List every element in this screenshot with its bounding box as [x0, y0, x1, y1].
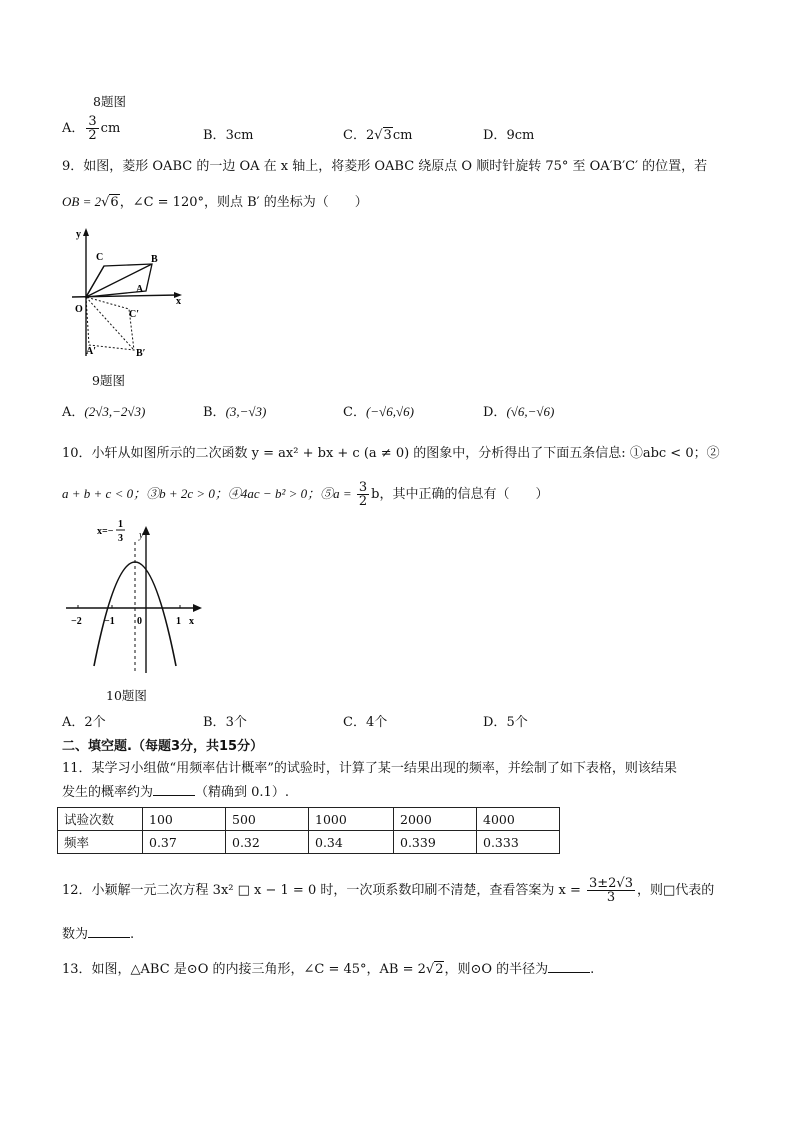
- table-cell: 0.37: [143, 831, 226, 854]
- q10-label-m2: −2: [71, 616, 82, 627]
- table-row: [58, 831, 560, 854]
- q12-stem-line1: 12．小颖解一元二次方程 3x² □ x − 1 = 0 时，一次项系数印刷不清楚，查看答案为 x = $\frac{3\pm 2√3}{3}$ ，则□代表的: [62, 876, 715, 905]
- q9-y-arrow: [83, 228, 89, 236]
- q9-label-c-prime: C′: [129, 309, 140, 320]
- q10-label-x: x: [189, 616, 194, 627]
- q9-caption: 9题图: [92, 373, 125, 388]
- q10-axis-frac-den: 3: [118, 533, 123, 544]
- q9-stem-line2: OB = 2√6，∠C = 120°，则点 B′ 的坐标为（ ）: [62, 194, 368, 210]
- q9-option-c: C．(−√6,√6): [343, 404, 414, 420]
- q10-option-c: C．4个: [343, 715, 388, 730]
- q11-stem-line2: 发生的概率约为 （精确到 0.1）.: [62, 785, 289, 800]
- q11-frequency-table: [57, 807, 560, 854]
- q12-stem-line2: 数为 .: [62, 927, 135, 942]
- q10-label-m1: −1: [104, 616, 115, 627]
- q10-stem-line1: 10．小轩从如图所示的二次函数 y = ax² + bx + c (a ≠ 0) 的图象中，分析得出了下面五条信息: ①abc < 0；②: [62, 446, 720, 461]
- table-cell: 频率: [58, 831, 143, 854]
- q10-x-arrow: [193, 604, 202, 612]
- q10-label-y: y: [139, 530, 144, 541]
- q9-label-y: y: [76, 229, 81, 240]
- q8-caption: 8题图: [93, 94, 126, 109]
- q9-stem-line1: 9．如图，菱形 OABC 的一边 OA 在 x 轴上，将菱形 OABC 绕原点 O 顺时针旋转 75° 至 OA′B′C′ 的位置，若: [62, 159, 708, 174]
- table-cell: 0.32: [226, 831, 309, 854]
- table-cell: 0.34: [309, 831, 394, 854]
- q10-caption: 10题图: [106, 688, 147, 703]
- q9-figure: [62, 226, 192, 362]
- q9-diagonal-ob2: [86, 297, 134, 350]
- q10-figure: [62, 518, 212, 678]
- q8-option-c: C．2√3cm: [343, 128, 413, 143]
- q9-label-a-prime: A′: [86, 346, 97, 357]
- q8-option-a: A． $\frac{3}{2}$ cm: [62, 114, 121, 143]
- q9-option-b: B．(3,−√3): [203, 404, 267, 420]
- table-row: [58, 808, 560, 831]
- table-cell: 100: [143, 808, 226, 831]
- q11-answer-blank: [153, 783, 195, 796]
- q10-label-zero: 0: [137, 616, 142, 627]
- q10-axis-eq-left: x=−: [97, 526, 114, 537]
- q13-stem: 13．如图，△ABC 是⊙O 的内接三角形，∠C = 45°，AB = 2√2，则⊙O 的半径为 .: [62, 962, 595, 977]
- table-cell: 2000: [394, 808, 477, 831]
- q10-stem-line2: a + b + c < 0；③b + 2c > 0；④4ac − b² > 0；⑤a = $\frac{3}{2}$ b，其中正确的信息有（ ）: [62, 480, 549, 509]
- q9-label-x: x: [176, 296, 181, 307]
- q10-option-d: D．5个: [483, 715, 528, 730]
- q13-answer-blank: [548, 960, 590, 973]
- table-cell: 4000: [477, 808, 560, 831]
- q10-option-b: B．3个: [203, 715, 247, 730]
- q9-label-o: O: [75, 304, 83, 315]
- q9-option-d: D．(√6,−√6): [483, 404, 555, 420]
- q9-label-b-prime: B′: [136, 348, 146, 359]
- table-cell: 500: [226, 808, 309, 831]
- section-title-fill-in: 二、填空题.（每题3分，共15分）: [62, 739, 264, 754]
- q10-axis-frac-num: 1: [118, 519, 123, 530]
- q10-label-one: 1: [176, 616, 181, 627]
- q8-option-d: D．9cm: [483, 128, 535, 143]
- q9-label-a: A: [136, 284, 144, 295]
- q12-answer-blank: [88, 925, 130, 938]
- q8-option-b: B．3cm: [203, 128, 254, 143]
- table-cell: 1000: [309, 808, 394, 831]
- table-cell: 0.339: [394, 831, 477, 854]
- q9-label-c: C: [96, 252, 104, 263]
- table-cell: 0.333: [477, 831, 560, 854]
- q9-option-a: A．(2√3,−2√3): [62, 404, 146, 420]
- q11-stem-line1: 11．某学习小组做“用频率估计概率”的试验时，计算了某一结果出现的频率，并绘制了如下表格，则该结果: [62, 761, 677, 776]
- q10-option-a: A．2个: [62, 715, 106, 730]
- table-cell: 试验次数: [58, 808, 143, 831]
- q9-label-b: B: [151, 254, 158, 265]
